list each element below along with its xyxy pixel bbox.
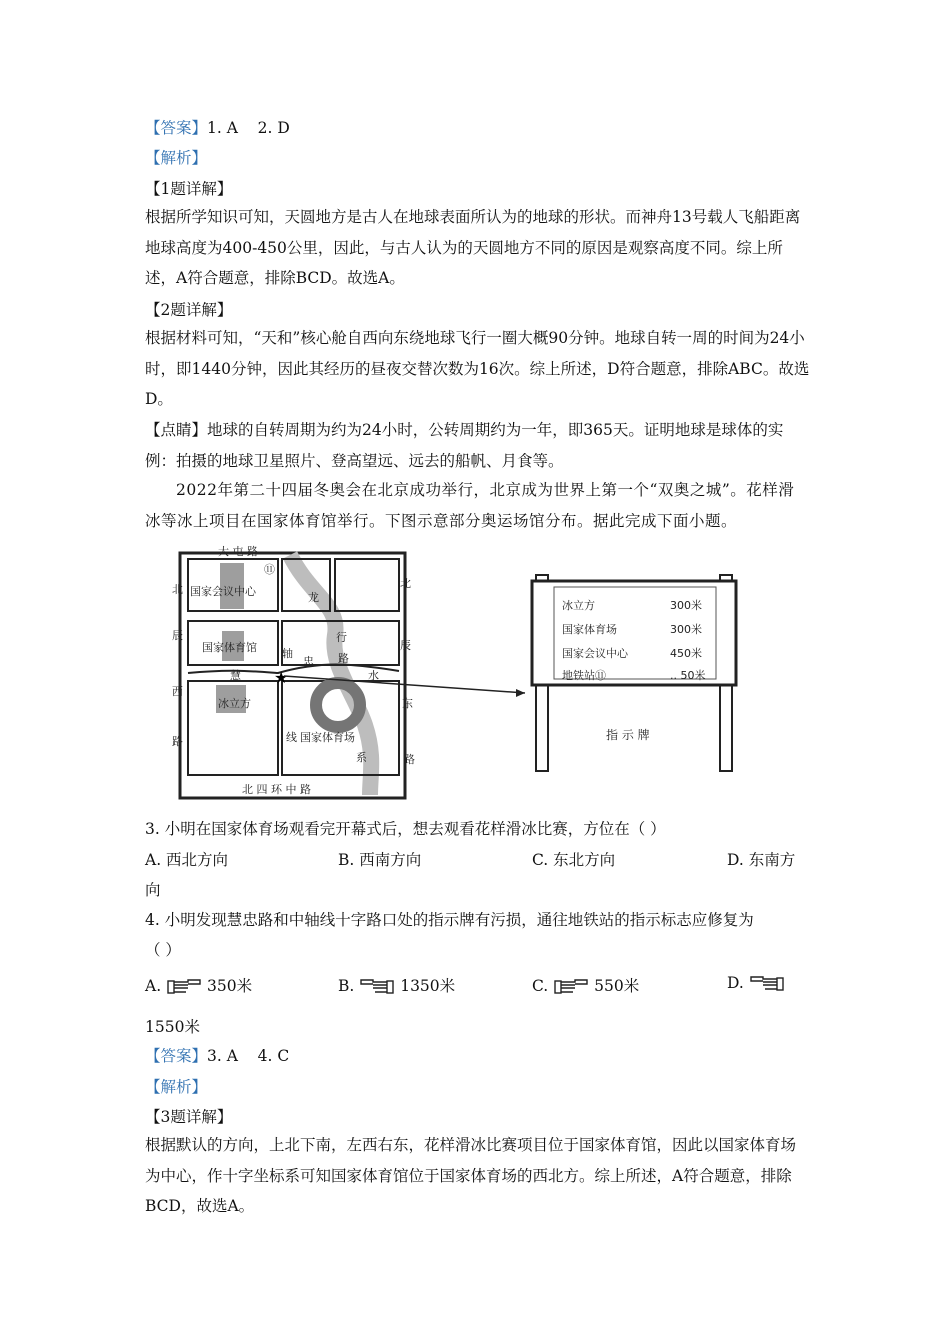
q3-explanation: 根据默认的方向，上北下南，左西右东，花样滑冰比赛项目位于国家体育馆，因此以国家体育场为中心，作十字坐标系可知国家体育馆位于国家体育场的西北方。综上所述，A符合题意，排除BCD，故选A。 [145, 1136, 797, 1215]
signboard [532, 575, 736, 771]
q1-header: 【1题详解】 [145, 180, 233, 198]
hand-pointing-right-icon [166, 977, 202, 997]
q2-header: 【2题详解】 [145, 301, 233, 319]
road-hui: 慧 [230, 669, 241, 682]
tip-paragraph [145, 415, 810, 476]
tip-text: 地球的自转周期为约为24小时，公转周期约为一年，即365天。证明地球是球体的实例：拍摄的地球卫星照片、登高望远、远去的船帆、月食等。 [145, 421, 784, 470]
q4-option-d-wrap: 1550米 [145, 1018, 200, 1036]
q4-paren: （ ） [145, 941, 181, 959]
road-left-3: 西 [172, 685, 183, 698]
q3-option-c[interactable]: C. 东北方向 [532, 851, 616, 869]
q4-option-c[interactable] [532, 974, 639, 997]
metro-icon: ⑪ [264, 563, 275, 576]
q4-c-text: 550米 [594, 977, 640, 995]
sign-row-1-dist: 300米 [670, 599, 702, 612]
sign-row-3-dist: 450米 [670, 647, 702, 660]
hand-pointing-right-icon [553, 977, 589, 997]
q3-option-d[interactable]: D. 东南方 [727, 851, 796, 869]
q4-option-b[interactable] [338, 974, 455, 997]
road-right-3: 东 [402, 697, 413, 710]
q3-option-d-wrap: 向 [145, 881, 161, 899]
road-right-1: 北 [400, 577, 411, 590]
q4-b-label: B. [338, 977, 355, 995]
q4-a-text: 350米 [207, 977, 253, 995]
sign-label: 指 示 牌 [606, 728, 650, 742]
sign-row-1-name: 冰立方 [562, 599, 595, 612]
q1-explanation: 根据所学知识可知，天圆地方是古人在地球表面所认为的地球的形状。而神舟13号载人飞船距离地球高度为400-450公里，因此，与古人认为的天圆地方不同的原因是观察高度不同。综上所述，A符合题意，排除BCD。故选A。 [145, 208, 801, 287]
q4-d-label: D. [727, 974, 744, 992]
answer-tag-2: 【答案】 [145, 1047, 208, 1065]
q3-option-a[interactable]: A. 西北方向 [145, 851, 229, 869]
q4-b-text: 1350米 [400, 977, 456, 995]
tip-tag: 【点睛】 [145, 421, 208, 439]
axis-zhou: 轴 [282, 647, 293, 660]
analysis-tag: 【解析】 [145, 149, 208, 167]
q4-c-label: C. [532, 977, 549, 995]
answer-text-2: 3. A 4. C [207, 1047, 290, 1065]
venue-ice-cube: 冰立方 [218, 697, 251, 710]
answer-tag: 【答案】 [145, 119, 208, 137]
road-right-2: 辰 [400, 639, 411, 652]
sign-row-3-name: 国家会议中心 [562, 647, 628, 660]
venue-map-figure [170, 545, 770, 805]
road-left-1: 北 [172, 583, 183, 596]
road-beisihuan: 北 四 环 中 路 [242, 783, 311, 796]
road-lu: 路 [338, 652, 349, 665]
river-shui: 水 [368, 669, 379, 682]
sign-row-2-name: 国家体育场 [562, 623, 617, 636]
venue-conference-center: 国家会议中心 [190, 585, 256, 598]
q3-option-b[interactable]: B. 西南方向 [338, 851, 422, 869]
q3-header: 【3题详解】 [145, 1108, 233, 1126]
q3-stem: 3. 小明在国家体育场观看完开幕式后，想去观看花样滑冰比赛，方位在（ ） [145, 820, 666, 838]
sign-row-4-name: 地铁站⑪ [562, 669, 606, 682]
river-long: 龙 [308, 591, 319, 604]
answer-line-2 [145, 1044, 289, 1066]
answer-line-1 [145, 116, 290, 138]
answer-text: 1. A 2. D [207, 119, 290, 137]
venue-national-gym: 国家体育馆 [202, 641, 257, 654]
road-datun: 大 屯 路 [218, 545, 258, 558]
q2-explanation: 根据材料可知，“天和”核心舱自西向东绕地球飞行一圈大概90分钟。地球自转一周的时间为24小时，即1440分钟，因此其经历的昼夜交替次数为16次。综上所述，D符合题意，排除ABC。故选D。 [145, 329, 810, 408]
river-xing: 行 [336, 631, 347, 644]
road-left-2: 辰 [172, 629, 183, 642]
q4-option-a[interactable] [145, 974, 252, 997]
road-right-4: 路 [404, 753, 415, 766]
analysis-tag-2: 【解析】 [145, 1078, 208, 1096]
intro-paragraph: 2022年第二十四届冬奥会在北京成功举行，北京成为世界上第一个“双奥之城”。花样滑冰等冰上项目在国家体育馆举行。下图示意部分奥运场馆分布。据此完成下面小题。 [145, 481, 795, 530]
venue-national-stadium: 国家体育场 [300, 731, 355, 744]
star-marker: ★ [274, 668, 289, 687]
q4-a-label: A. [145, 977, 162, 995]
sign-row-4-dist: .. 50米 [670, 669, 706, 682]
axis-xian: 线 [286, 731, 297, 744]
q4-option-d[interactable] [727, 974, 785, 994]
sign-row-2-dist: 300米 [670, 623, 702, 636]
hand-pointing-left-icon [359, 977, 395, 997]
hand-pointing-left-icon [749, 974, 785, 994]
river-xi: 系 [356, 751, 367, 764]
road-left-4: 路 [172, 735, 183, 748]
road-zhong: 忠 [303, 655, 314, 668]
q4-stem: 4. 小明发现慧忠路和中轴线十字路口处的指示牌有污损，通往地铁站的指示标志应修复为 [145, 911, 754, 929]
